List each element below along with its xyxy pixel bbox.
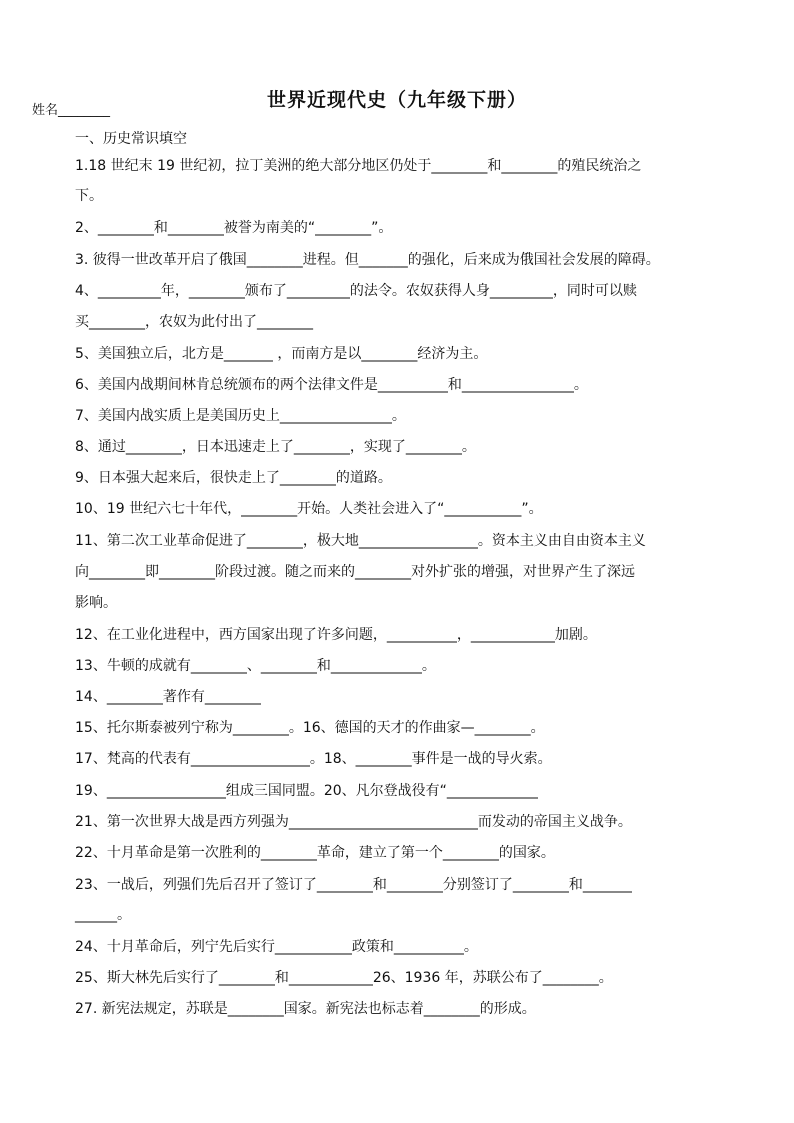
question-line: 15、托尔斯泰被列宁称为________。16、德国的天才的作曲家—________。: [75, 720, 545, 736]
question-line: 9、日本强大起来后，很快走上了________的道路。: [75, 470, 392, 486]
question-line: 3. 彼得一世改革开启了俄国________进程。但_______的强化，后来成为俄国社会发展的障碍。: [75, 252, 660, 268]
question-line: 22、十月革命是第一次胜利的________革命，建立了第一个________的国家。: [75, 845, 555, 861]
question-line: 14、________著作有________: [75, 689, 261, 705]
question-line: 2、________和________被誉为南美的“________”。: [75, 220, 393, 236]
student-name-field: 姓名________: [32, 103, 111, 118]
question-line: 8、通过________，日本迅速走上了________，实现了________。: [75, 439, 476, 455]
question-line: 27. 新宪法规定，苏联是________国家。新宪法也标志着________的形成。: [75, 1001, 536, 1017]
question-line: 23、一战后，列强们先后召开了签订了________和________分别签订了________和_______: [75, 877, 632, 893]
question-line: 5、美国独立后，北方是_______ ，而南方是以________经济为主。: [75, 346, 488, 362]
question-line: 买________，农奴为此付出了________: [75, 314, 313, 330]
question-line: 12、在工业化进程中，西方国家出现了许多问题，__________，____________加剧。: [75, 627, 597, 643]
question-line: 19、_________________组成三国同盟。20、凡尔登战役有“_____________: [75, 783, 538, 799]
section-heading: 一、历史常识填空: [75, 131, 187, 147]
question-line: 21、第一次世界大战是西方列强为___________________________而发动的帝国主义战争。: [75, 814, 632, 830]
question-line: 7、美国内战实质上是美国历史上________________。: [75, 408, 406, 424]
question-line: 4、_________年，________颁布了_________的法令。农奴获得人身_________，同时可以赎: [75, 283, 637, 299]
question-line: 10、19 世纪六七十年代，________开始。人类社会进入了“___________”。: [75, 501, 543, 517]
question-line: 影响。: [75, 595, 117, 611]
question-line: 向________即________阶段过渡。随之而来的________对外扩张的增强，对世界产生了深远: [75, 564, 635, 580]
question-line: 25、斯大林先后实行了________和____________26、1936 年，苏联公布了________。: [75, 970, 613, 986]
question-line: 下。: [75, 188, 103, 204]
question-line: 11、第二次工业革命促进了________，极大地_________________。资本主义由自由资本主义: [75, 533, 646, 549]
question-line: ______。: [75, 907, 131, 923]
question-line: 24、十月革命后，列宁先后实行___________政策和__________。: [75, 939, 478, 955]
question-line: 17、梵高的代表有_________________。18、________事件是一战的导火索。: [75, 751, 552, 767]
question-line: 1.18 世纪末 19 世纪初，拉丁美洲的绝大部分地区仍处于________和________的殖民统治之: [75, 158, 642, 174]
question-line: 13、牛顿的成就有________、________和_____________。: [75, 658, 436, 674]
page-title: 世界近现代史（九年级下册）: [266, 89, 527, 111]
question-line: 6、美国内战期间林肯总统颁布的两个法律文件是__________和________________。: [75, 377, 588, 393]
